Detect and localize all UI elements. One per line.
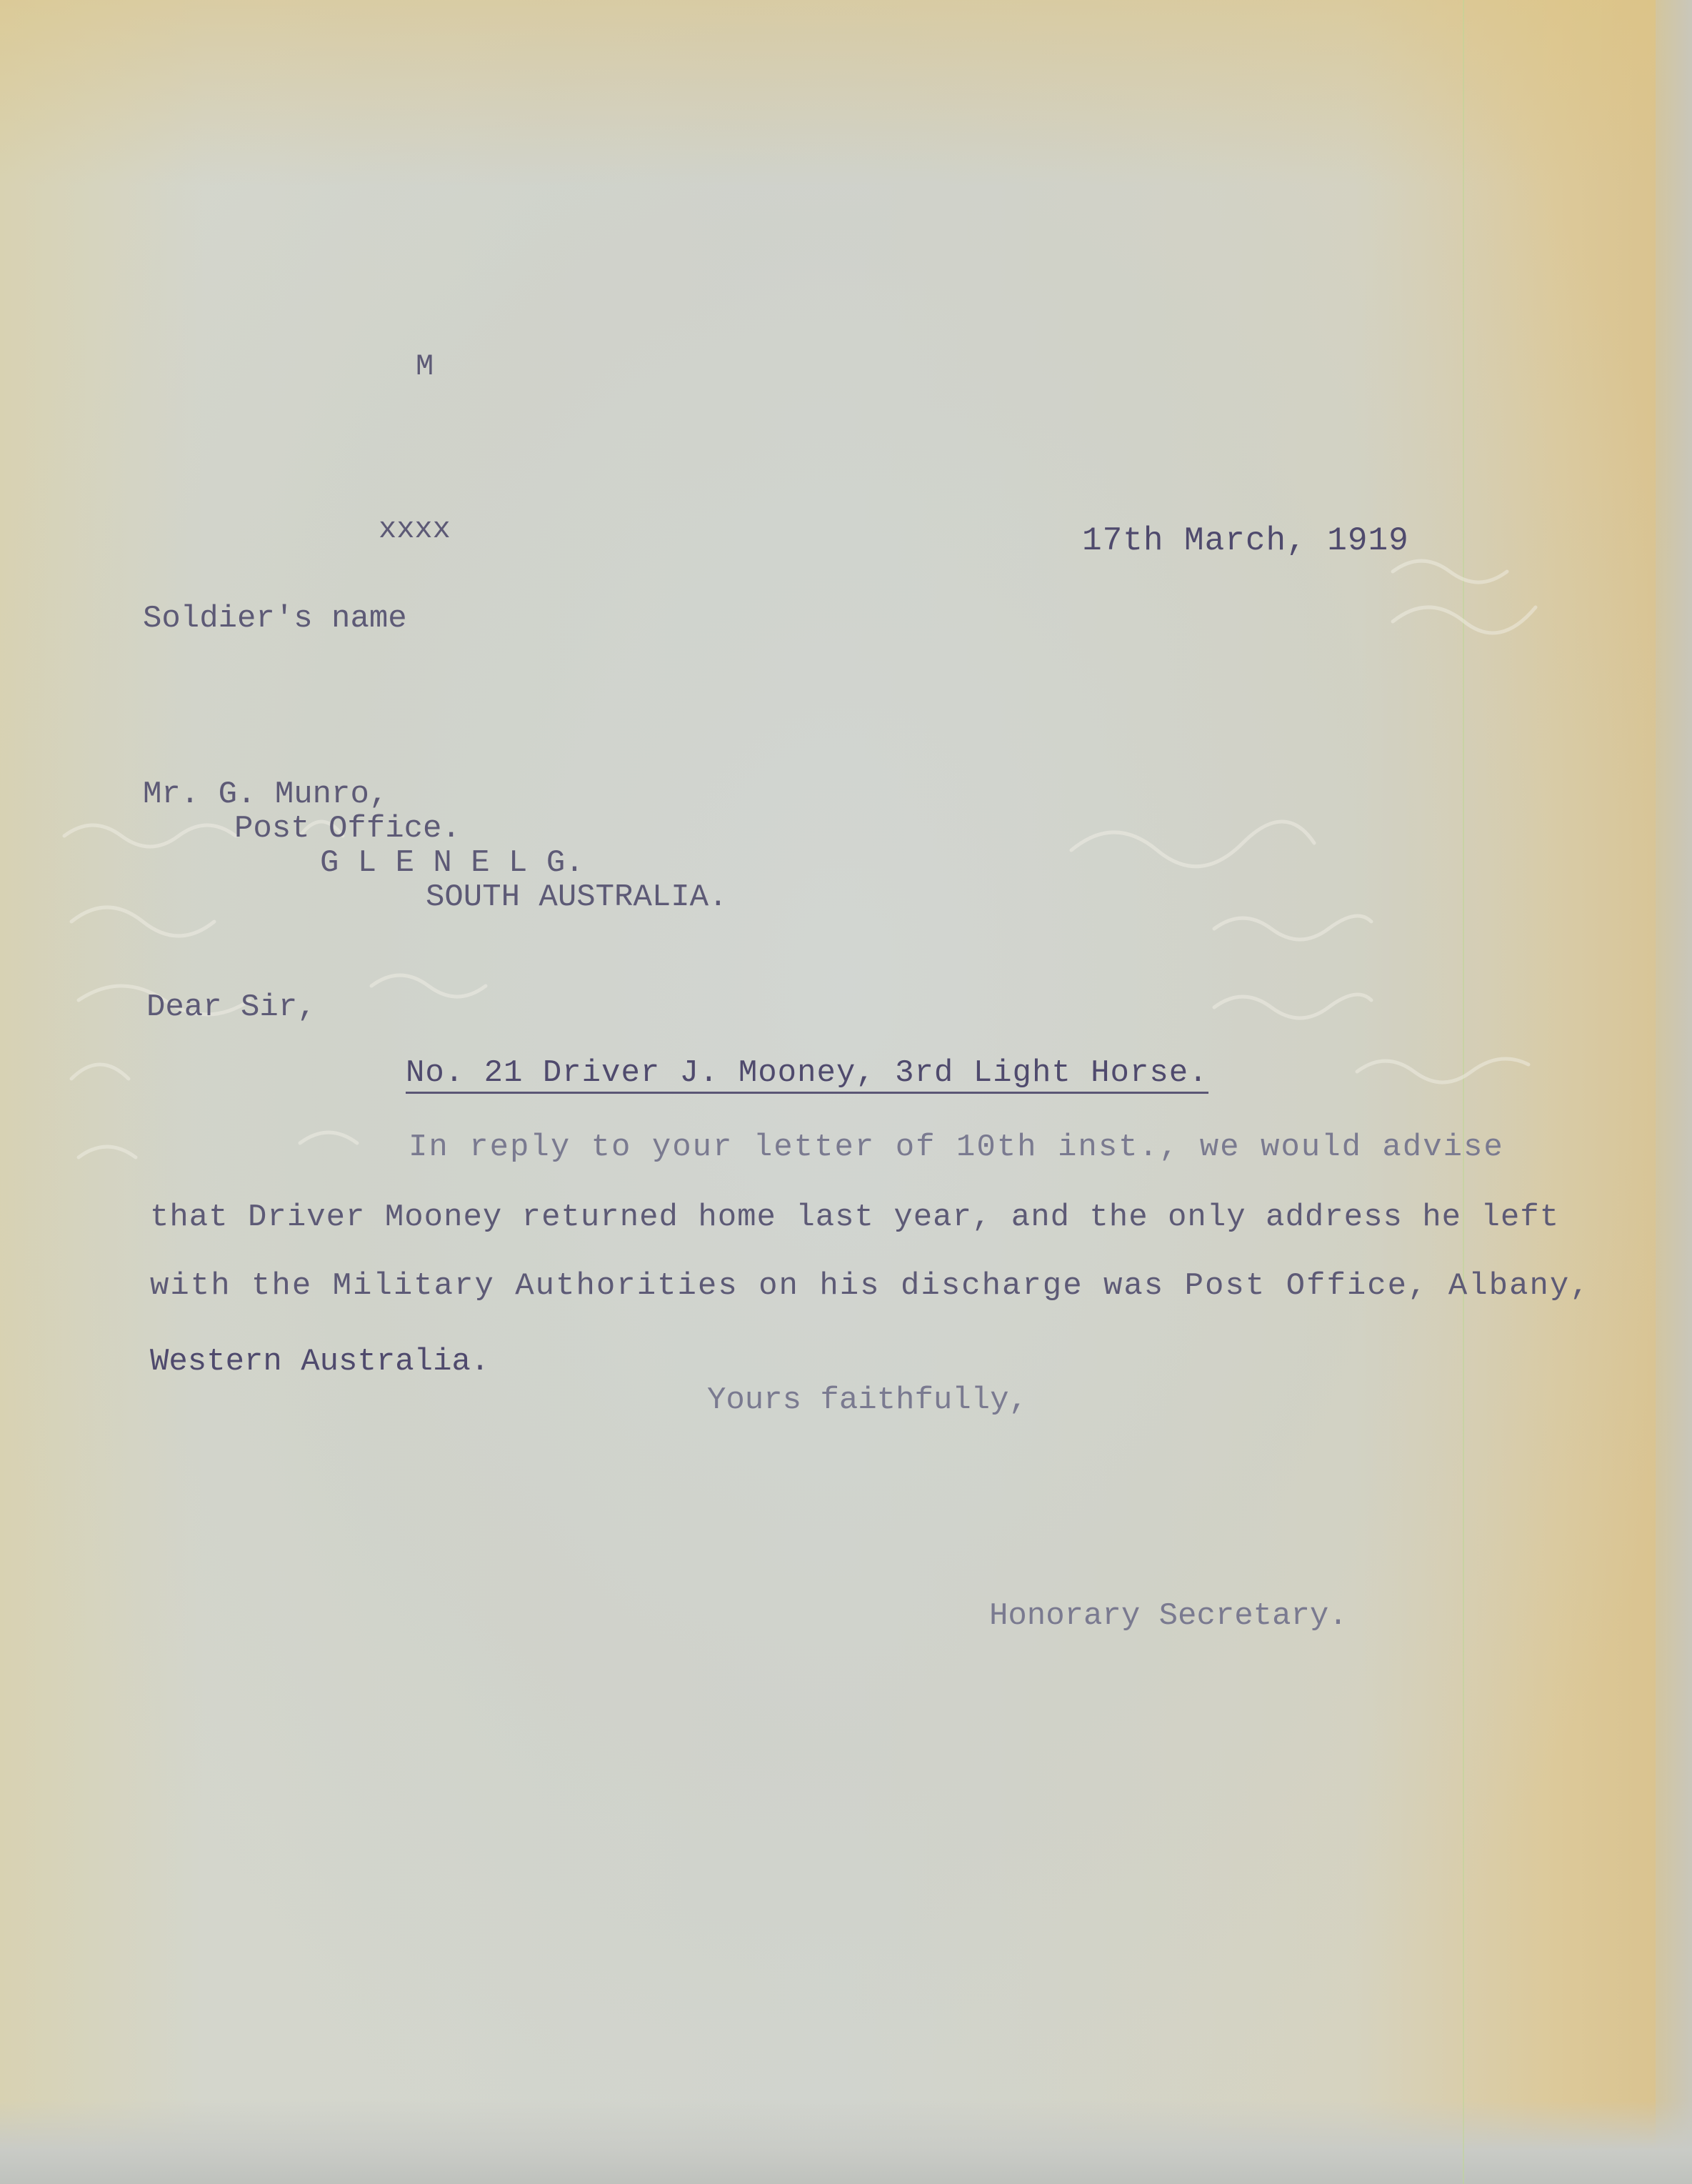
file-reference: xxxx (379, 512, 451, 547)
letter-date: 17th March, 1919 (1082, 522, 1409, 559)
salutation: Dear Sir, (146, 989, 316, 1025)
subject-line: No. 21 Driver J. Mooney, 3rd Light Horse. (406, 1057, 1208, 1094)
body-line: Western Australia. (150, 1344, 490, 1380)
body-line: with the Military Authorities on his discharge was Post Office, Albany, (150, 1268, 1591, 1304)
body-line: In reply to your letter of 10th inst., we would advise (409, 1130, 1504, 1165)
closing: Yours faithfully, (707, 1382, 1028, 1418)
recipient-town: G L E N E L G. (320, 845, 584, 881)
recipient-state: SOUTH AUSTRALIA. (426, 879, 728, 915)
file-marker: M (416, 349, 434, 384)
body-line: that Driver Mooney returned home last year, and the only address he left (150, 1200, 1560, 1235)
recipient-street: Post Office. (234, 811, 461, 847)
signatory-title: Honorary Secretary. (989, 1598, 1348, 1634)
recipient-name: Mr. G. Munro, (143, 777, 389, 812)
subject-field-label: Soldier's name (143, 601, 407, 637)
